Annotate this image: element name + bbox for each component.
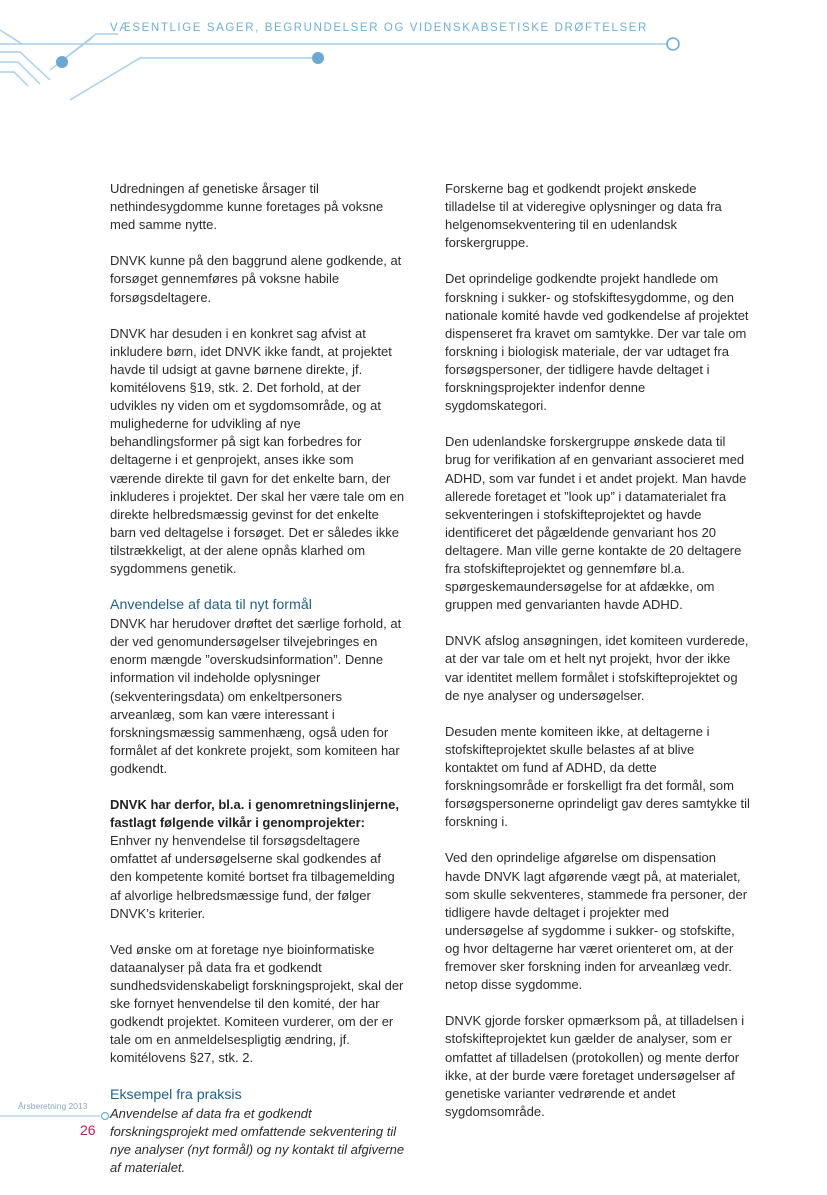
left-column [110, 180, 405, 1195]
paragraph: DNVK kunne på den baggrund alene godkende, at forsøget gennemføres på voksne habile forsøgsdeltagere. [110, 253, 402, 305]
paragraph: Forskerne bag et godkendt projekt ønskede tilladelse til at videregive oplysninger og data fra helgenomsekventering til en udenlandsk forskergruppe. [445, 181, 722, 251]
paragraph: Den udenlandske forskergruppe ønskede data til brug for verifikation af en genvariant associeret med ADHD, som var fundet i et andet projekt. Man havde allerede foretaget et ”look up” i datamaterialet fra sekventeringen i stofskifteprojektet og havde identificeret det pågældende genvariant hos 20 deltagere. Man ville gerne kontakte de 20 deltagere fra stofskifteprojektet og gennemføre bl.a. spørgeskemaundersøgelse for at afdække, om gruppen med genvarianten havde ADHD. [445, 434, 747, 613]
paragraph: Desuden mente komiteen ikke, at deltagerne i stofskifteprojektet skulle belastes af at blive kontaktet om fund af ADHD, da dette forskningsområde er forskelligt fra det formål, som forsøgspersonerne oprindeligt gav deres samtykke til forskning i. [445, 723, 750, 830]
footer-report-label: Årsberetning 2013 [18, 1101, 88, 1111]
right-column [445, 180, 750, 1139]
paragraph: Ved ønske om at foretage nye bioinformatiske dataanalyser på data fra et godkendt sundhedsvidenskabeligt forskningsprojekt, skal der ske fornyet henvendelse til den komité, der har godkendt projektet. Komiteen vurderer, om der er tale om en anmeldelsespligtig ændring, jf. komitélovens §27, stk. 2. [110, 941, 404, 1066]
section-heading: Anvendelse af data til nyt formål [110, 597, 312, 614]
paragraph: DNVK har desuden i en konkret sag afvist at inkludere børn, idet DNVK ikke fandt, at projektet havde til udsigt at gavne børnene direkte, jf. komitélovens §19, stk. 2. Det forhold, at der udvikles ny viden om et sygdomsområde, og at mulighederne for udvikling af nye behandlingsformer på sigt kan forbedres for deltagerne i et genprojekt, anses ikke som værende direkte til gavn for det enkelte barn, der inkluderes i projektet. Der skal her være tale om en direkte helbredsmæssig gevinst for det enkelte barn ved deltagelse i forsøget. Det er således ikke tilstrækkeligt, at der alene opnås klarhed om sygdommens genetik. [110, 325, 405, 576]
paragraph: Ved den oprindelige afgørelse om dispensation havde DNVK lagt afgørende vægt på, at materialet, som skulle sekventeres, stammede fra personer, der tidligere havde deltaget i projekter med undersøgelse af sygdomme i sukker- og stofskifte, og hvor deltagerne har været orienteret om, at der fremover sker forskning inden for arveanlæg vedr. netop disse sygdomme. [445, 850, 748, 993]
running-header-title: VÆSENTLIGE SAGER, BEGRUNDELSER OG VIDENSKABSETISKE DRØFTELSER [110, 22, 648, 34]
section-heading: Eksempel fra praksis [110, 1086, 242, 1103]
paragraph: DNVK gjorde forsker opmærksom på, at tilladelsen i stofskifteprojektet kun gælder de analyser, som er omfattet af tilladelsen (protokollen) og mente derfor ikke, at der burde være foretaget undersøgelser af genetiske varianter vedrørende et andet sygdomsområde. [445, 1013, 745, 1119]
paragraph: DNVK har herudover drøftet det særlige forhold, at der ved genomundersøgelser tilvejebringes en enorm mængde ”overskudsinformation”. Denne information vil indeholde oplysninger (sekventeringsdata) om enkeltpersoners arveanlæg, som kan være interessant i forskningsmæssig sammenhæng, også uden for formålet af det konkrete projekt, som komiteen har godkendt. [110, 616, 402, 776]
italic-text: Anvendelse af data fra et godkendt forskningsprojekt med omfattende sekventering til nye analyser (nyt formål) og ny kontakt til afgiverne af materialet. [110, 1105, 405, 1175]
circuit-decoration [0, 0, 827, 110]
paragraph: Enhver ny henvendelse til forsøgsdeltagere omfattet af undersøgelserne skal godkendes af den kompetente komité bortset fra tilbagemelding af alvorlige helbredsmæssige fund, der følger DNVK’s kriterier. [110, 833, 395, 921]
example-intro [110, 1105, 405, 1177]
paragraph: Udredningen af genetiske årsager til nethindesygdomme kunne foretages på voksne med samme nytte. [110, 181, 384, 233]
paragraph: DNVK afslog ansøgningen, idet komiteen vurderede, at der var tale om et helt nyt projekt, hvor der ikke var identitet mellem formålet i stofskifteprojektet og de nye analyser og undersøgelser. [445, 633, 749, 703]
page-number: 26 [80, 1122, 96, 1138]
paragraph: Det oprindelige godkendte projekt handlede om forskning i sukker- og stofskiftesygdomme, og den nationale komité havde ved godkendelse af projektet dispenseret fra kravet om samtykke. Der var tale om forskning i biologisk materiale, der var udtaget fra forsøgspersoner, der tidligere havde deltaget i forskningsprojekter indenfor denne sygdomskategori. [445, 271, 749, 414]
footer-line-decoration [0, 1108, 120, 1120]
bold-subheading: DNVK har derfor, bl.a. i genomretningslinjerne, fastlagt følgende vilkår i genomprojekter: [110, 797, 399, 831]
